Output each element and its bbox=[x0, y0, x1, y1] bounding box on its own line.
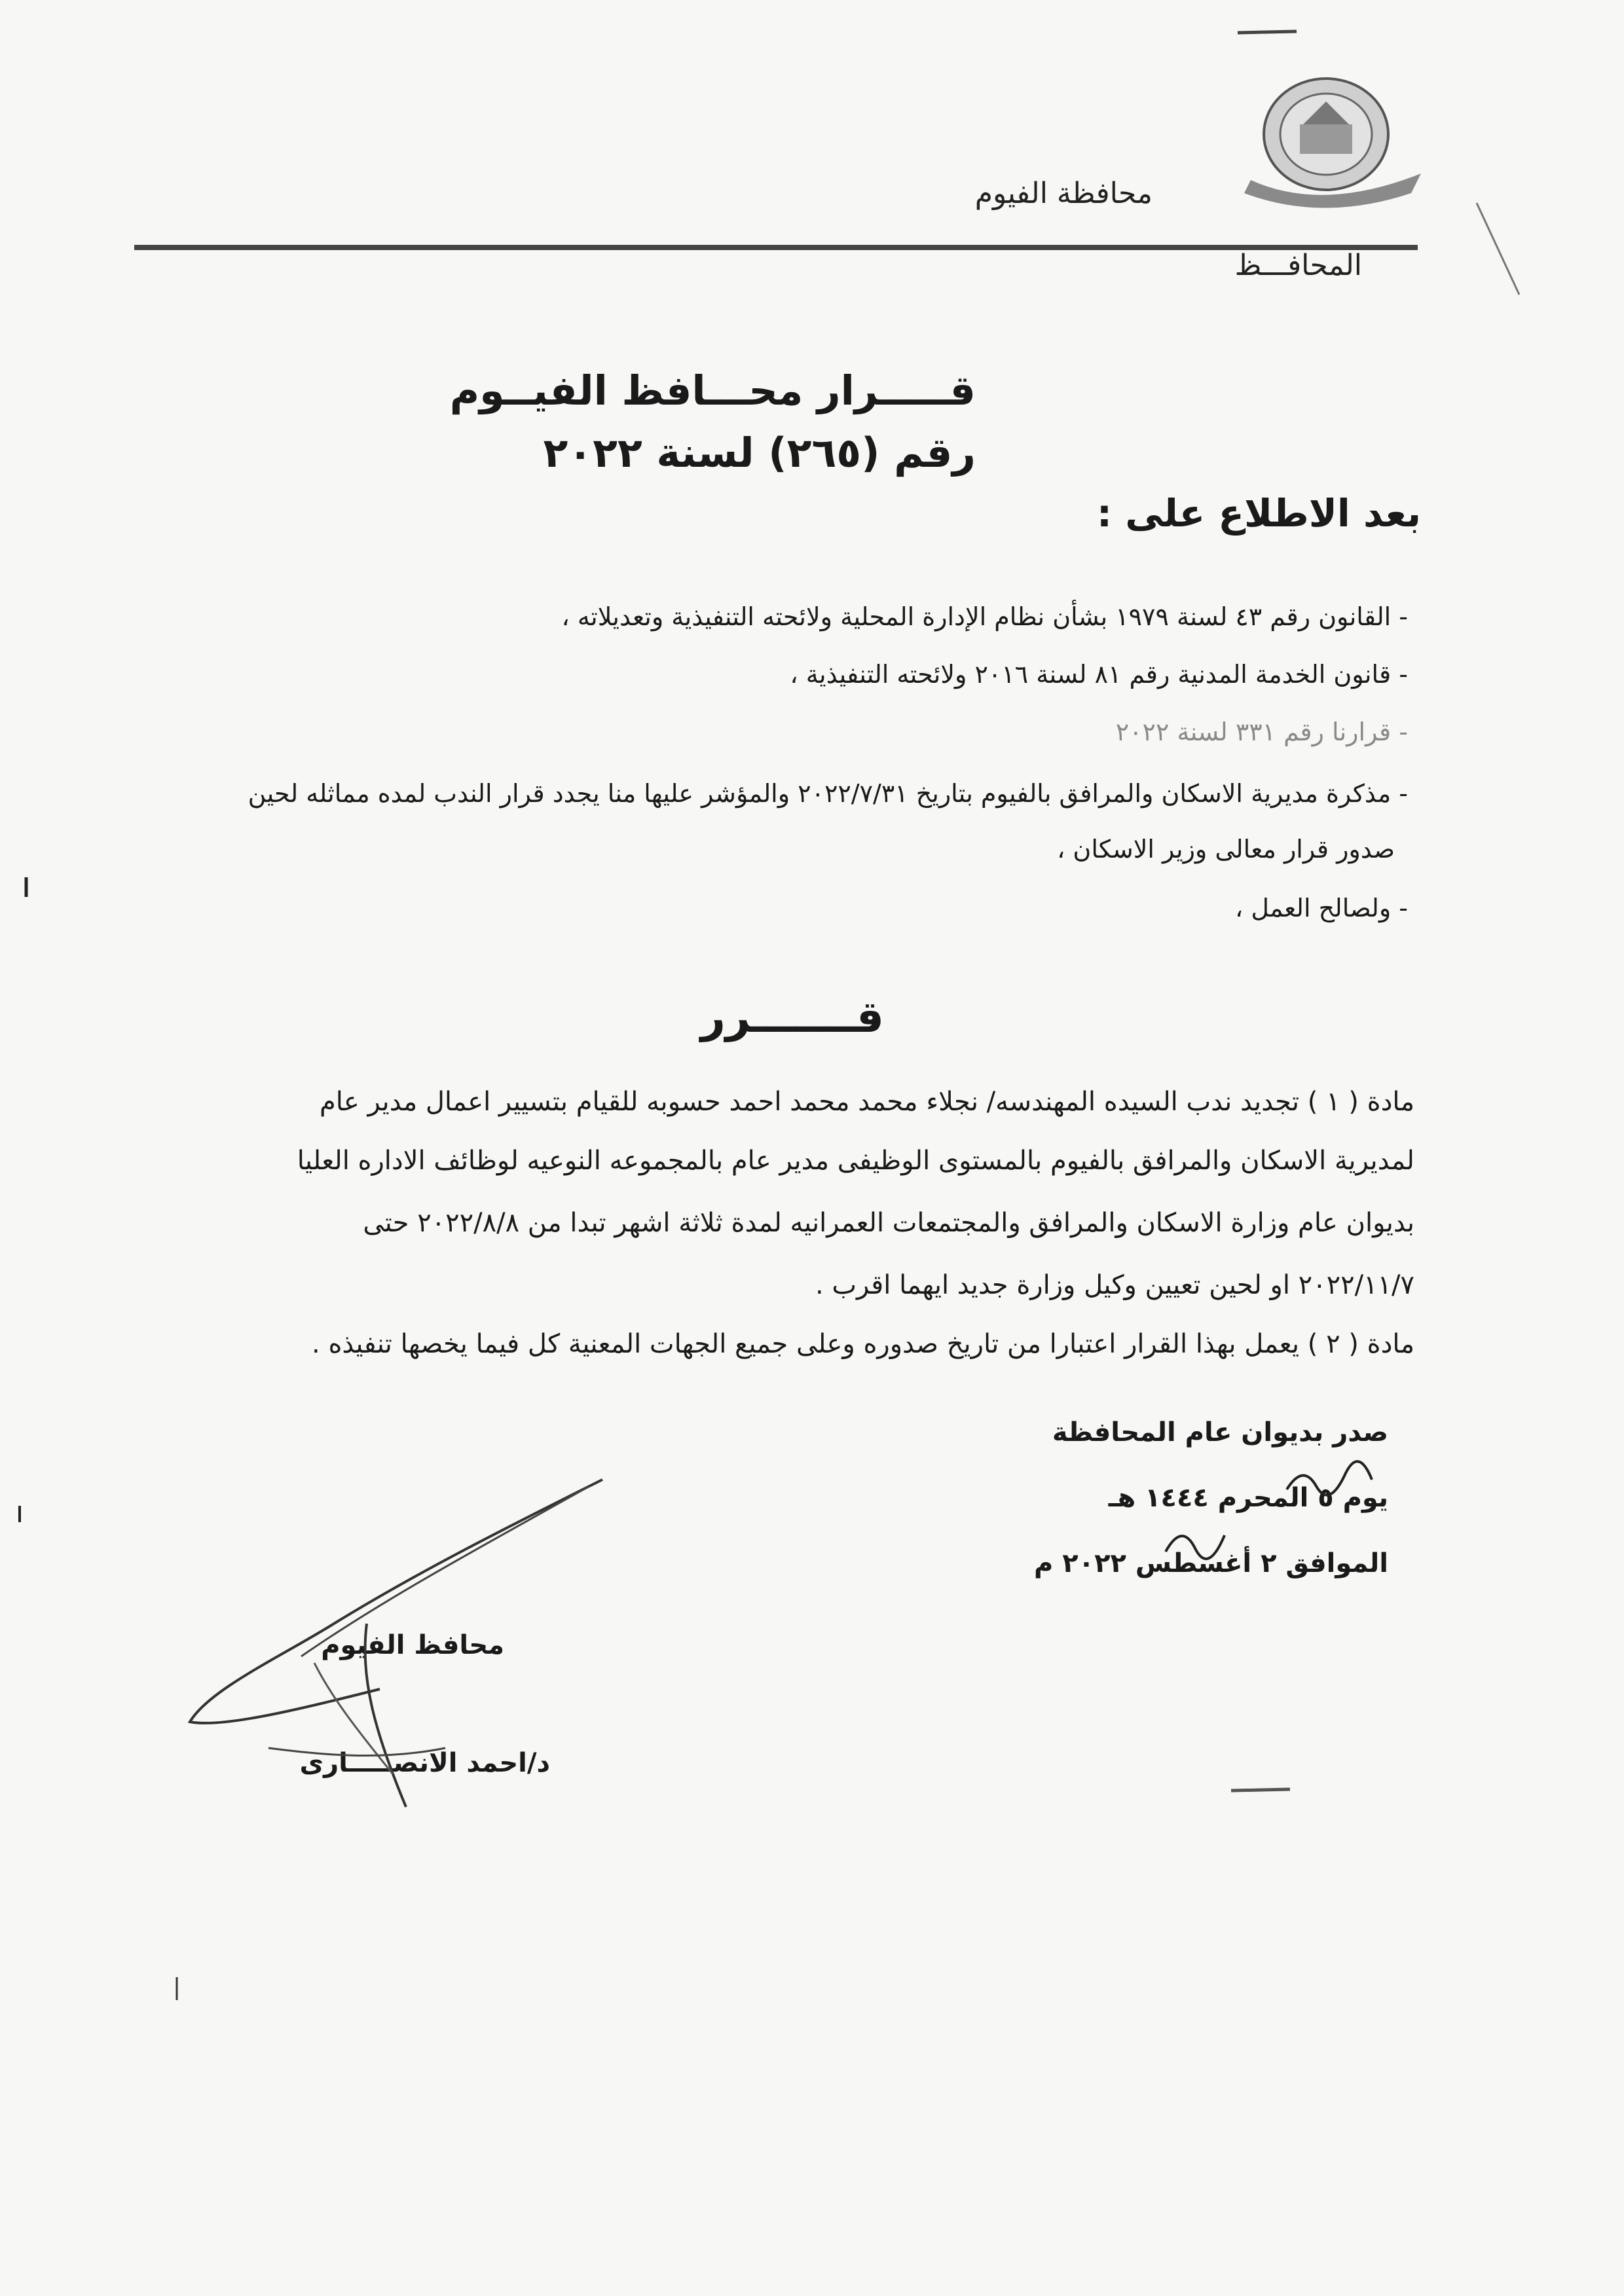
preamble-item: - ولصالح العمل ، bbox=[1235, 894, 1408, 922]
header-rule bbox=[134, 245, 1418, 250]
issuance-hijri-date: يوم ٥ المحرم ١٤٤٤ هـ bbox=[1108, 1483, 1388, 1513]
issuance-place: صدر بديوان عام المحافظة bbox=[1052, 1417, 1388, 1448]
governorate-seal-icon bbox=[1225, 62, 1434, 213]
preamble-item: - قرارنا رقم ٣٣١ لسنة ٢٠٢٢ bbox=[1115, 718, 1408, 746]
article-1-line: مادة ( ١ ) تجديد ندب السيده المهندسه/ نجلاء محمد محمد احمد حسوبه للقيام بتسيير اعمال مدير عام bbox=[319, 1087, 1414, 1117]
handwritten-signature bbox=[170, 1467, 629, 1833]
issuance-gregorian-date: الموافق ٢ أغسطس ٢٠٢٢ م bbox=[1034, 1548, 1388, 1578]
preamble-item: - قانون الخدمة المدنية رقم ٨١ لسنة ٢٠١٦ ولائحته التنفيذية ، bbox=[790, 660, 1408, 689]
decree-title: قـــــرار محـــافظ الفيــوم bbox=[449, 367, 976, 414]
decision-heading: قـــــــرر bbox=[700, 992, 884, 1042]
preamble-item: - مذكرة مديرية الاسكان والمرافق بالفيوم بتاريخ ٢٠٢٢/٧/٣١ والمؤشر عليها منا يجدد قرار الندب لمده مماثله لحين bbox=[248, 779, 1408, 808]
governor-office-label: المحافـــظ bbox=[1234, 249, 1362, 282]
article-1-line: لمديرية الاسكان والمرافق بالفيوم بالمستوى الوظيفى مدير عام بالمجموعه النوعيه لوظائف الاداره العليا bbox=[297, 1146, 1414, 1176]
article-2: مادة ( ٢ ) يعمل بهذا القرار اعتبارا من تاريخ صدوره وعلى جميع الجهات المعنية كل فيما يخصها تنفيذه . bbox=[312, 1329, 1414, 1359]
preamble-item: صدور قرار معالى وزير الاسكان ، bbox=[1057, 835, 1395, 864]
article-1-line: ٢٠٢٢/١١/٧ او لحين تعيين وكيل وزارة جديد ايهما اقرب . bbox=[815, 1270, 1414, 1300]
signatory-title: محافظ الفيوم bbox=[321, 1630, 504, 1660]
decree-number: رقم (٢٦٥) لسنة ٢٠٢٢ bbox=[543, 429, 976, 477]
article-1-line: بديوان عام وزارة الاسكان والمرافق والمجتمعات العمرانيه لمدة ثلاثة اشهر تبدا من ٢٠٢٢/٨/٨ حتى bbox=[363, 1208, 1414, 1238]
signatory-name: د/احمد الانصـــــارى bbox=[299, 1748, 550, 1778]
preamble-item: - القانون رقم ٤٣ لسنة ١٩٧٩ بشأن نظام الإدارة المحلية ولائحته التنفيذية وتعديلاته ، bbox=[561, 602, 1408, 631]
governorate-name: محافظة الفيوم bbox=[974, 177, 1153, 210]
preamble-heading: بعد الاطلاع على : bbox=[1096, 491, 1421, 536]
